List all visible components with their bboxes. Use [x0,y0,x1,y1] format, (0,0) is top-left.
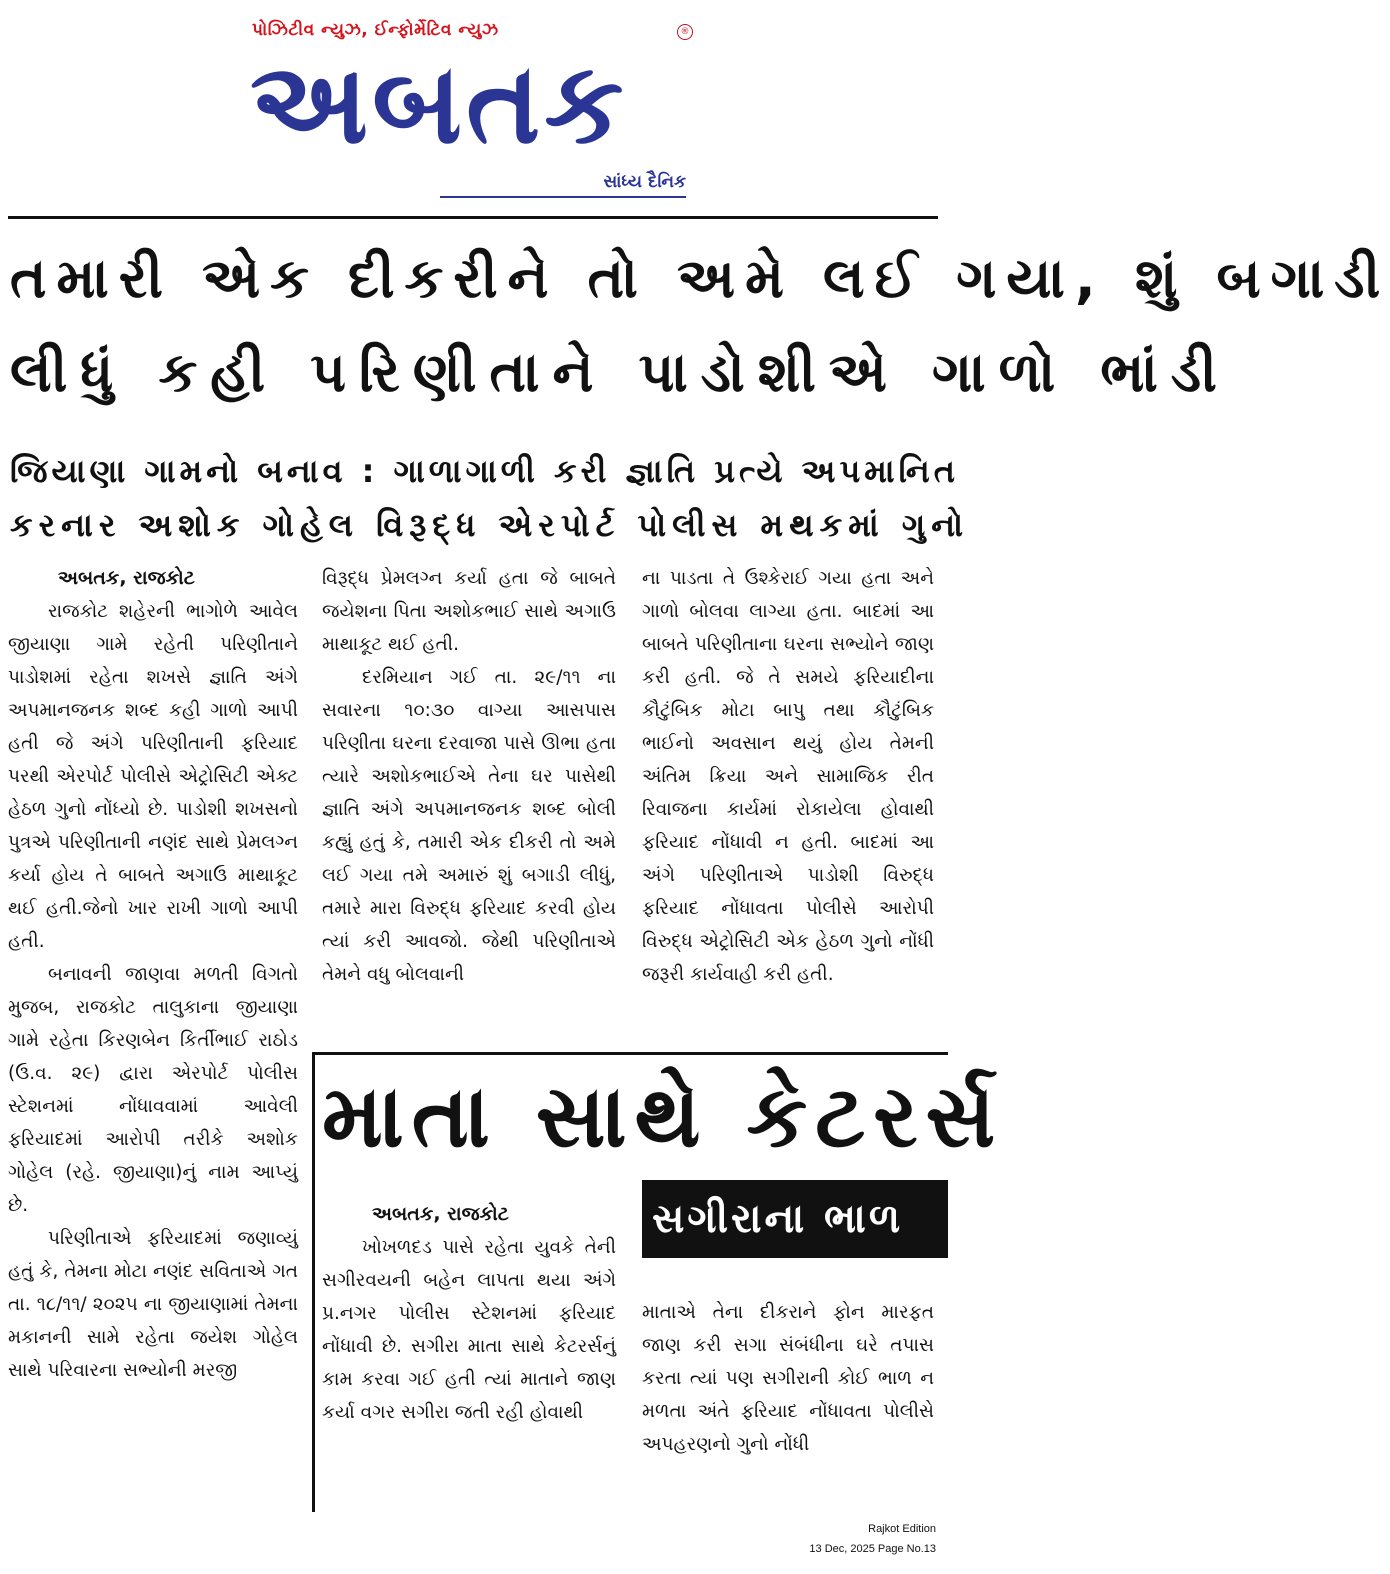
registered-mark-icon: ® [677,24,693,40]
article2-subhead: સગીરાના ભાળ [652,1196,904,1242]
article1-paragraph: ના પાડતા તે ઉશ્કેરાઈ ગયા હતા અને ગાળો બોલવા લાગ્યા હતા. બાદમાં આ બાબતે પરિણીતાના ઘરના સભ્યોને જાણ કરી હતી. જે તે સમયે ફરિયાદીના કૌટુંબિક મોટા બાપુ તથા કૌટુંબિક ભાઈનો અવસાન થયું હોય તેમની અંતિમ ક્રિયા અને સામાજિક રીત રિવાજના કાર્યમાં રોકાયેલા હોવાથી ફરિયાદ નોંધાવી ન હતી. બાદમાં આ અંગે પરિણીતાએ પાડોશી વિરુદ્ધ ફરિયાદ નોંધાવતા પોલીસે આરોપી વિરુદ્ધ એટ્રોસિટી એક હેઠળ ગુનો નોંધી જરૂરી કાર્યવાહી કરી હતી. [642,568,934,985]
masthead-tagline: પોઝિટીવ ન્યુઝ, ઈન્ફોર્મેટિવ ન્યુઝ [252,20,499,40]
article2-column2 [322,1198,616,1514]
article1-paragraph: વિરૂદ્ધ પ્રેમલગ્ન કર્યા હતા જે બાબતે જયેશના પિતા અશોકભાઈ સાથે અગાઉ માથાકૂટ થઈ હતી. [322,568,616,655]
masthead-underline [440,196,686,198]
article2-headline: માતા સાથે કેટરર્સ [322,1067,1004,1167]
article1-paragraph: દરમિયાન ગઈ તા. ૨૯/૧૧ ના સવારના ૧૦:૩૦ વાગ્યા આસપાસ પરિણીતા ઘરના દરવાજા પાસે ઊભા હતા ત્યારે અશોકભાઈએ તેના ઘર પાસેથી જ્ઞાતિ અંગે અપમાનજનક શબ્દ બોલી કહ્યું હતું કે, તમારી એક દીકરી તો અમે લઈ ગયા તમે અમારું શું બગાડી લીધું, તમારે મારા વિરુદ્ધ ફરિયાદ કરવી હોય ત્યાં કરી આવજો. જેથી પરિણીતાએ તેમને વધુ બોલવાની [322,667,616,985]
article1-subhead-line2: કરનાર અશોક ગોહેલ વિરૂદ્ધ એરપોર્ટ પોલીસ મથકમાં ગુનો [10,506,970,544]
article1-column1 [8,562,298,1512]
article1-headline-line1: તમારી એક દીકરીને તો અમે લઈ ગયા, શું બગાડી [10,246,1390,310]
article1-paragraph: પરિણીતાએ ફરિયાદમાં જણાવ્યું હતું કે, તેમના મોટા નણંદ સવિતાએ ગત તા. ૧૮/૧૧/ ૨૦૨૫ ના જીયાણામાં તેમના મકાનની સામે રહેતા જયેશ ગોહેલ સાથે પરિવારના સભ્યોની મરજી [8,1228,298,1381]
article1-subhead-line1: જિયાણા ગામનો બનાવ : ગાળાગાળી કરી જ્ઞાતિ પ્રત્યે અપમાનિત [10,452,959,490]
article1-paragraph: બનાવની જાણવા મળતી વિગતો મુજબ, રાજકોટ તાલુકાના જીયાણા ગામે રહેતા કિરણબેન કિર્તીભાઈ રાઠોડ (ઉ.વ. ૨૯) દ્વારા એરપોર્ટ પોલીસ સ્ટેશનમાં નોંધાવવામાં આવેલી ફરિયાદમાં આરોપી તરીકે અશોક ગોહેલ (રહે. જીયાણા)નું નામ આપ્યું છે. [8,964,298,1216]
masthead-divider [8,216,938,219]
footer-date-page: 13 Dec, 2025 Page No.13 [809,1543,936,1555]
article1-column3 [642,562,934,1042]
masthead-subtitle: સાંધ્ય દૈનિક [603,172,686,192]
article2-paragraph: માતાએ તેના દીકરાને ફોન મારફત જાણ કરી સગા સંબંધીના ઘરે તપાસ કરતા ત્યાં પણ સગીરાની કોઈ ભાળ ન મળતા અંતે ફરિયાદ નોંધાવતા પોલીસે અપહરણનો ગુનો નોંધી [642,1302,934,1455]
article2-left-rule [312,1052,315,1512]
article1-paragraph: રાજકોટ શહેરની ભાગોળે આવેલ જીયાણા ગામે રહેતી પરિણીતાને પાડોશમાં રહેતા શખસે જ્ઞાતિ અંગે અપમાનજનક શબ્દ કહી ગાળો આપી હતી જે અંગે પરિણીતાની ફરિયાદ પરથી એરપોર્ટ પોલીસે એટ્રોસિટી એક્ટ હેઠળ ગુનો નોંધ્યો છે. પાડોશી શખસનો પુત્રએ પરિણીતાની નણંદ સાથે પ્રેમલગ્ન કર્યા હોય તે બાબતે અગાઉ માથાકૂટ થઈ હતી.જેનો ખાર રાખી ગાળો આપી હતી. [8,601,298,952]
article1-byline: અબતક, રાજકોટ [58,567,195,589]
article1-headline-line2: લીધું કહી પરિણીતાને પાડોશીએ ગાળો ભાંડી [10,340,1230,404]
article2-byline: અબતક, રાજકોટ [372,1203,509,1225]
footer-edition: Rajkot Edition [868,1523,936,1535]
newspaper-logo: અબતક [250,39,628,169]
article2-paragraph: ખોખળદડ પાસે રહેતા યુવકે તેની સગીરવયની બહેન લાપતા થયા અંગે પ્ર.નગર પોલીસ સ્ટેશનમાં ફરિયાદ નોંધાવી છે. સગીરા માતા સાથે કેટરર્સનું કામ કરવા ગઈ હતી ત્યાં માતાને જાણ કર્યા વગર સગીરા જતી રહી હોવાથી [322,1237,616,1423]
article2-top-rule [312,1052,948,1055]
article2-column3 [642,1296,934,1512]
article1-column2 [322,562,616,1042]
